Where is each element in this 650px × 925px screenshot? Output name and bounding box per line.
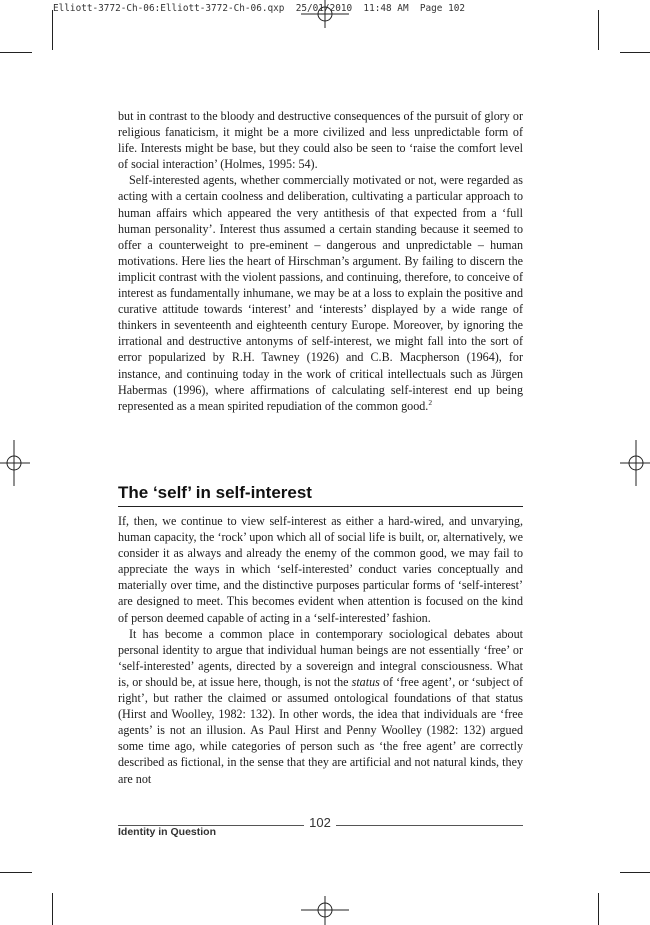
paragraph-text: It has become a common place in contemporary sociological debates about personal identity to argue that individual human beings are not essentially ‘free’ or ‘self-interested’ agents, directed by a sovereign and integral consciousness. What is, or should be, at issue here, though, is not the [118,626,523,689]
paragraph [118,172,523,413]
paragraph-text: of ‘free agent’, or ‘subject of right’, but rather the claimed or assumed ontological foundations of that status (Hirst and Woolley, 1982: 132). In other words, the idea that individuals are ‘free agents’ is not an illusion. As Paul Hirst and Penny Woolley (1982: 132) argued some time ago, while categories of person such as ‘the free agent’ are correctly described as fictional, in the sense that they are artificial and not natural kinds, they are not [118,674,523,786]
crop-mark-top-right-h [620,52,650,53]
page-number: 102 [309,815,331,830]
section-heading: The ‘self’ in self-interest [118,483,312,502]
crop-mark-bottom-right-h [620,872,650,873]
crop-mark-top-left-v [52,10,53,50]
paragraph-text: Self-interested agents, whether commercially motivated or not, were regarded as acting with a certain coolness and deliberation, cultivating a particular approach to human affairs which appeared the very antithesis of that expected from a ‘full human personality’. Interest thus assumed a certain standing because it seemed to offer a counterweight to pre-eminent – dangerous and unpredictable – human motivations. Here lies the heart of Hirschman’s argument. By failing to discern the implicit contrast with the violent passions, and continuing, therefore, to conceive of interest as fundamentally inhumane, we may be at a loss to explain the positive and curative attitude towards ‘interest’ and ‘interests’ displayed by a wide range of thinkers in seventeenth and eighteenth century Europe. Moreover, by ignoring the irrational and destructive antonyms of self-interest, we might fall into the sort of error popularized by R.H. Tawney (1926) and C.B. Macpherson (1964), for instance, and continuing today in the work of critical intellectuals such as Jürgen Habermas (1996), where affirmations of calculating self-interest end up being represented as a mean spirited repudiation of the common good. [118,173,523,413]
print-slug: Elliott-3772-Ch-06:Elliott-3772-Ch-06.qxp 25/01/2010 11:48 AM Page 102 [53,3,466,14]
registration-mark-bottom-icon [295,896,355,925]
paragraph [118,626,523,787]
footer-rule [336,825,523,826]
running-title: Identity in Question [118,826,217,838]
crop-mark-bottom-left-v [52,893,53,925]
emphasis: status [351,674,380,689]
crop-mark-top-left-h [0,52,32,53]
heading-rule [118,506,523,507]
paragraph: If, then, we continue to view self-interest as either a hard-wired, and unvarying, human capacity, the ‘rock’ upon which all of social life is built, or, alternatively, we consider it as always and already the enemy of the common good, we may fail to appreciate the ways in which ‘self-interested’ conduct varies conceptually and materially over time, and the distinctive purposes particular forms of ‘self-interest’ are designed to meet. This becomes evident when attention is focused on the kind of person deemed capable of acting in a ‘self-interested’ fashion. [118,514,523,625]
paragraph: but in contrast to the bloody and destructive consequences of the pursuit of glory or religious fanaticism, it might be a more civilized and less unpredictable form of life. Interests might be base, but they could also be seen to ‘raise the comfort level of social interaction’ (Holmes, 1995: 54). [118,109,523,172]
footnote-ref: 2 [428,397,433,407]
registration-mark-right-icon [618,438,650,488]
crop-mark-top-right-v [598,10,599,50]
body-text-section-1 [118,108,523,414]
body-text-section-2 [118,513,523,787]
registration-mark-top-icon [295,0,355,30]
crop-mark-bottom-left-h [0,872,32,873]
registration-mark-left-icon [0,438,32,488]
crop-mark-bottom-right-v [598,893,599,925]
